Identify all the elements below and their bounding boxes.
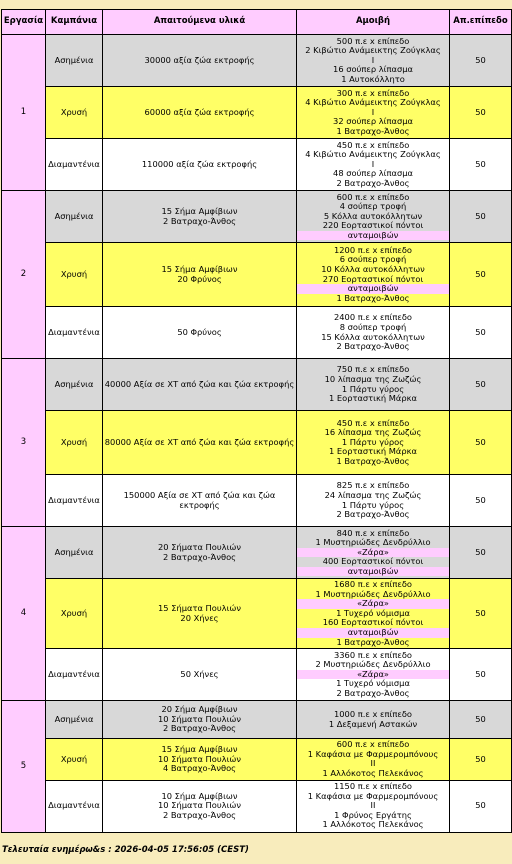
material-line: 60000 αξία ζώα εκτροφής [144, 106, 255, 117]
reward-line: ανταμοιβών [297, 628, 449, 638]
reward-cell [297, 780, 450, 832]
table-row [2, 527, 512, 579]
campaign-cell: Διαμαντένια [46, 307, 103, 359]
reward-line: 2 Βατραχο-Άνθος [336, 688, 410, 699]
level-cell: 50 [450, 739, 512, 780]
reward-cell [297, 243, 450, 307]
materials-cell [103, 739, 297, 780]
material-line: 15 Σήμα Αμφίβιων [161, 263, 238, 274]
reward-line: 1000 π.ε x επίπεδο [334, 709, 412, 720]
reward-line: 600 π.ε x επίπεδο [336, 191, 410, 202]
reward-line: 1 Δεξαμενή Αστακών [328, 718, 418, 729]
level-cell: 50 [450, 191, 512, 243]
header-task: Εργασία [2, 10, 46, 35]
reward-cell [297, 475, 450, 527]
material-line: 15 Σήμα Αμφίβιων [161, 205, 238, 216]
reward-line: 2 Βατραχο-Άνθος [336, 177, 410, 188]
reward-line: 1 Μυστηριώδες Δενδρύλλιο [315, 588, 431, 599]
reward-line: 16 λίπασμα της Ζωζώς [324, 427, 422, 438]
reward-line: 10 Κόλλα αυτοκόλλητων [321, 263, 425, 274]
campaign-cell: Διαμαντένια [46, 139, 103, 191]
reward-cell [297, 701, 450, 739]
reward-line: 1 Βατραχο-Άνθος [336, 292, 410, 303]
reward-line: 450 π.ε x επίπεδο [336, 139, 410, 150]
reward-line: 10 λίπασμα της Ζωζώς [324, 373, 422, 384]
reward-line: 220 Εορταστικοί πόντοι [322, 220, 424, 231]
reward-line: Ι [371, 54, 375, 65]
reward-cell [297, 739, 450, 780]
reward-line: 1 Καφάσια με Φαρμερομπόνους [307, 790, 439, 801]
table-row [2, 701, 512, 739]
reward-line: 4 Κιβώτιο Ανάμεικτης Ζούγκλας [305, 97, 441, 108]
level-cell: 50 [450, 359, 512, 411]
task-number: 4 [2, 527, 46, 701]
table-row [2, 475, 512, 527]
material-line: 150000 Αξία σε ΧΤ από ζώα και ζώα εκτροφής [123, 489, 276, 510]
material-line: 20 Χήνες [180, 612, 219, 623]
material-line: 15 Σήμα Αμφίβιων [161, 743, 238, 754]
reward-line: 500 π.ε x επίπεδο [336, 35, 410, 46]
reward-cell [297, 359, 450, 411]
material-line: 2 Βατραχο-Άνθος [162, 723, 237, 734]
header-reward: Αμοιβή [297, 10, 450, 35]
reward-line: 840 π.ε x επίπεδο [336, 527, 410, 538]
reward-line: 16 σούπερ λίπασμα [333, 64, 413, 75]
material-line: 10 Σήματα Πουλιών [158, 753, 241, 764]
reward-line: 1 Πάρτυ γύρος [341, 436, 405, 447]
material-line: 2 Βατραχο-Άνθος [162, 215, 237, 226]
campaign-cell: Διαμαντένια [46, 475, 103, 527]
material-line: 2 Βατραχο-Άνθος [162, 809, 237, 820]
reward-cell [297, 411, 450, 475]
material-line: 110000 αξία ζώα εκτροφής [141, 158, 258, 169]
material-line: 4 Βατραχο-Άνθος [162, 763, 237, 774]
campaign-cell: Χρυσή [46, 243, 103, 307]
materials-cell [103, 243, 297, 307]
reward-line: ΙΙ [370, 800, 376, 811]
task-number: 1 [2, 35, 46, 191]
level-cell: 50 [450, 701, 512, 739]
table-row [2, 780, 512, 832]
reward-line: 1 Εορταστική Μάρκα [328, 393, 418, 404]
level-cell: 50 [450, 579, 512, 649]
reward-line: 3360 π.ε x επίπεδο [334, 649, 412, 660]
reward-line: Ι [371, 106, 375, 117]
reward-line: ανταμοιβών [297, 231, 449, 241]
level-cell: 50 [450, 243, 512, 307]
materials-cell [103, 359, 297, 411]
reward-line: 400 Εορταστικοί πόντοι [322, 556, 424, 567]
reward-cell [297, 191, 450, 243]
task-number: 5 [2, 701, 46, 832]
header-level: Απ.επίπεδο [450, 10, 512, 35]
campaign-cell: Διαμαντένια [46, 649, 103, 701]
reward-line: ΙΙ [370, 758, 376, 769]
reward-line: «Ζάρα» [297, 670, 449, 680]
materials-cell [103, 35, 297, 87]
material-line: 15 Σήματα Πουλιών [158, 602, 241, 613]
materials-cell [103, 780, 297, 832]
reward-line: 2 Βατραχο-Άνθος [336, 341, 410, 352]
reward-line: 2 Μυστηριώδες Δενδρύλλιο [315, 659, 431, 670]
materials-cell [103, 579, 297, 649]
campaign-cell: Χρυσή [46, 739, 103, 780]
reward-line: «Ζάρα» [297, 599, 449, 609]
reward-line: 1 Φρύνος Εργάτης [334, 809, 412, 820]
material-line: 10 Σήματα Πουλιών [158, 713, 241, 724]
table-row [2, 35, 512, 87]
reward-line: 1 Τυχερό νόμισμα [336, 607, 410, 618]
material-line: 50 Φρύνος [177, 326, 222, 337]
materials-cell [103, 307, 297, 359]
reward-line: 825 π.ε x επίπεδο [336, 480, 410, 491]
reward-line: 1 Μυστηριώδες Δενδρύλλιο [315, 537, 431, 548]
tasks-table [1, 9, 512, 833]
reward-line: 1 Αλλόκοτος Πελεκάνος [322, 819, 424, 830]
level-cell: 50 [450, 649, 512, 701]
reward-cell [297, 579, 450, 649]
task-number: 3 [2, 359, 46, 527]
materials-cell [103, 87, 297, 139]
reward-line: 1150 π.ε x επίπεδο [334, 781, 412, 792]
campaign-cell: Χρυσή [46, 579, 103, 649]
tasks-body [2, 35, 512, 833]
reward-line: 2 Κιβώτιο Ανάμεικτης Ζούγκλας [305, 45, 441, 56]
reward-cell [297, 307, 450, 359]
reward-line: 2400 π.ε x επίπεδο [334, 312, 412, 323]
material-line: 2 Βατραχο-Άνθος [162, 551, 237, 562]
reward-line: 8 σούπερ τροφή [339, 321, 407, 332]
material-line: 20 Σήμα Αμφίβιων [161, 704, 238, 715]
reward-cell [297, 527, 450, 579]
level-cell: 50 [450, 87, 512, 139]
reward-line: 1680 π.ε x επίπεδο [334, 579, 412, 589]
header-campaign: Καμπάνια [46, 10, 103, 35]
header-materials: Απαιτούμενα υλικά [103, 10, 297, 35]
materials-cell [103, 411, 297, 475]
campaign-cell: Χρυσή [46, 87, 103, 139]
reward-line: 48 σούπερ λίπασμα [333, 168, 413, 179]
reward-cell [297, 87, 450, 139]
material-line: 20 Φρύνος [177, 273, 222, 284]
reward-line: 15 Κόλλα αυτοκόλλητων [321, 331, 425, 342]
material-line: 10 Σήματα Πουλιών [158, 800, 241, 811]
materials-cell [103, 191, 297, 243]
reward-line: 1 Καφάσια με Φαρμερομπόνους [307, 748, 439, 759]
campaign-cell: Διαμαντένια [46, 780, 103, 832]
reward-line: 2 Βατραχο-Άνθος [336, 509, 410, 520]
reward-cell [297, 35, 450, 87]
table-row [2, 649, 512, 701]
level-cell: 50 [450, 307, 512, 359]
reward-line: 1 Πάρτυ γύρος [341, 383, 405, 394]
campaign-cell: Ασημένια [46, 35, 103, 87]
last-updated-footer: Τελευταία ενημέρω&s : 2026-04-05 17:56:05 (CEST) [2, 845, 249, 855]
campaign-cell: Ασημένια [46, 527, 103, 579]
reward-line: 600 π.ε x επίπεδο [336, 739, 410, 750]
reward-line: 4 σούπερ τροφή [339, 201, 407, 212]
table-row [2, 359, 512, 411]
level-cell: 50 [450, 35, 512, 87]
reward-cell [297, 139, 450, 191]
table-row [2, 87, 512, 139]
table-row [2, 739, 512, 780]
materials-cell [103, 139, 297, 191]
reward-line: 1 Τυχερό νόμισμα [336, 678, 410, 689]
reward-line: ανταμοιβών [297, 284, 449, 294]
table-row [2, 191, 512, 243]
materials-cell [103, 649, 297, 701]
reward-line: 6 σούπερ τροφή [339, 254, 407, 265]
header-row [2, 10, 512, 35]
reward-cell [297, 649, 450, 701]
task-number: 2 [2, 191, 46, 359]
reward-line: «Ζάρα» [297, 548, 449, 558]
material-line: 20 Σήματα Πουλιών [158, 541, 241, 552]
reward-line: 1 Εορταστική Μάρκα [328, 446, 418, 457]
reward-line: 450 π.ε x επίπεδο [336, 417, 410, 428]
material-line: 10 Σήμα Αμφίβιων [161, 790, 238, 801]
table-row [2, 243, 512, 307]
level-cell: 50 [450, 780, 512, 832]
reward-line: 1200 π.ε x επίπεδο [334, 244, 412, 255]
level-cell: 50 [450, 475, 512, 527]
table-row [2, 139, 512, 191]
reward-line: 160 Εορταστικοί πόντοι [322, 617, 424, 628]
table-row [2, 579, 512, 649]
materials-cell [103, 527, 297, 579]
material-line: 50 Χήνες [180, 668, 219, 679]
level-cell: 50 [450, 411, 512, 475]
reward-line: ανταμοιβών [297, 567, 449, 577]
reward-line: 1 Βατραχο-Άνθος [336, 636, 410, 647]
material-line: 40000 Αξία σε ΧΤ από ζώα και ζώα εκτροφής [104, 378, 295, 389]
reward-line: 4 Κιβώτιο Ανάμεικτης Ζούγκλας [305, 149, 441, 160]
reward-line: 24 λίπασμα της Ζωζώς [324, 489, 422, 500]
reward-line: 750 π.ε x επίπεδο [336, 364, 410, 375]
reward-line: Ι [371, 158, 375, 169]
material-line: 30000 αξία ζώα εκτροφής [144, 54, 255, 65]
reward-line: 32 σούπερ λίπασμα [333, 116, 413, 127]
level-cell: 50 [450, 139, 512, 191]
campaign-cell: Ασημένια [46, 701, 103, 739]
table-row [2, 307, 512, 359]
table-row [2, 411, 512, 475]
reward-line: 1 Αλλόκοτος Πελεκάνος [322, 767, 424, 778]
reward-line: 300 π.ε x επίπεδο [336, 87, 410, 98]
reward-line: 270 Εορταστικοί πόντοι [322, 273, 424, 284]
material-line: 80000 Αξία σε ΧΤ από ζώα και ζώα εκτροφής [104, 436, 295, 447]
reward-line: 1 Πάρτυ γύρος [341, 499, 405, 510]
materials-cell [103, 701, 297, 739]
campaign-cell: Χρυσή [46, 411, 103, 475]
campaign-cell: Ασημένια [46, 191, 103, 243]
reward-line: 5 Κόλλα αυτοκόλλητων [323, 210, 423, 221]
reward-line: 1 Βατραχο-Άνθος [336, 455, 410, 466]
level-cell: 50 [450, 527, 512, 579]
materials-cell [103, 475, 297, 527]
reward-line: 1 Βατραχο-Άνθος [336, 125, 410, 136]
reward-line: 1 Αυτοκόλλητο [341, 73, 405, 84]
campaign-cell: Ασημένια [46, 359, 103, 411]
